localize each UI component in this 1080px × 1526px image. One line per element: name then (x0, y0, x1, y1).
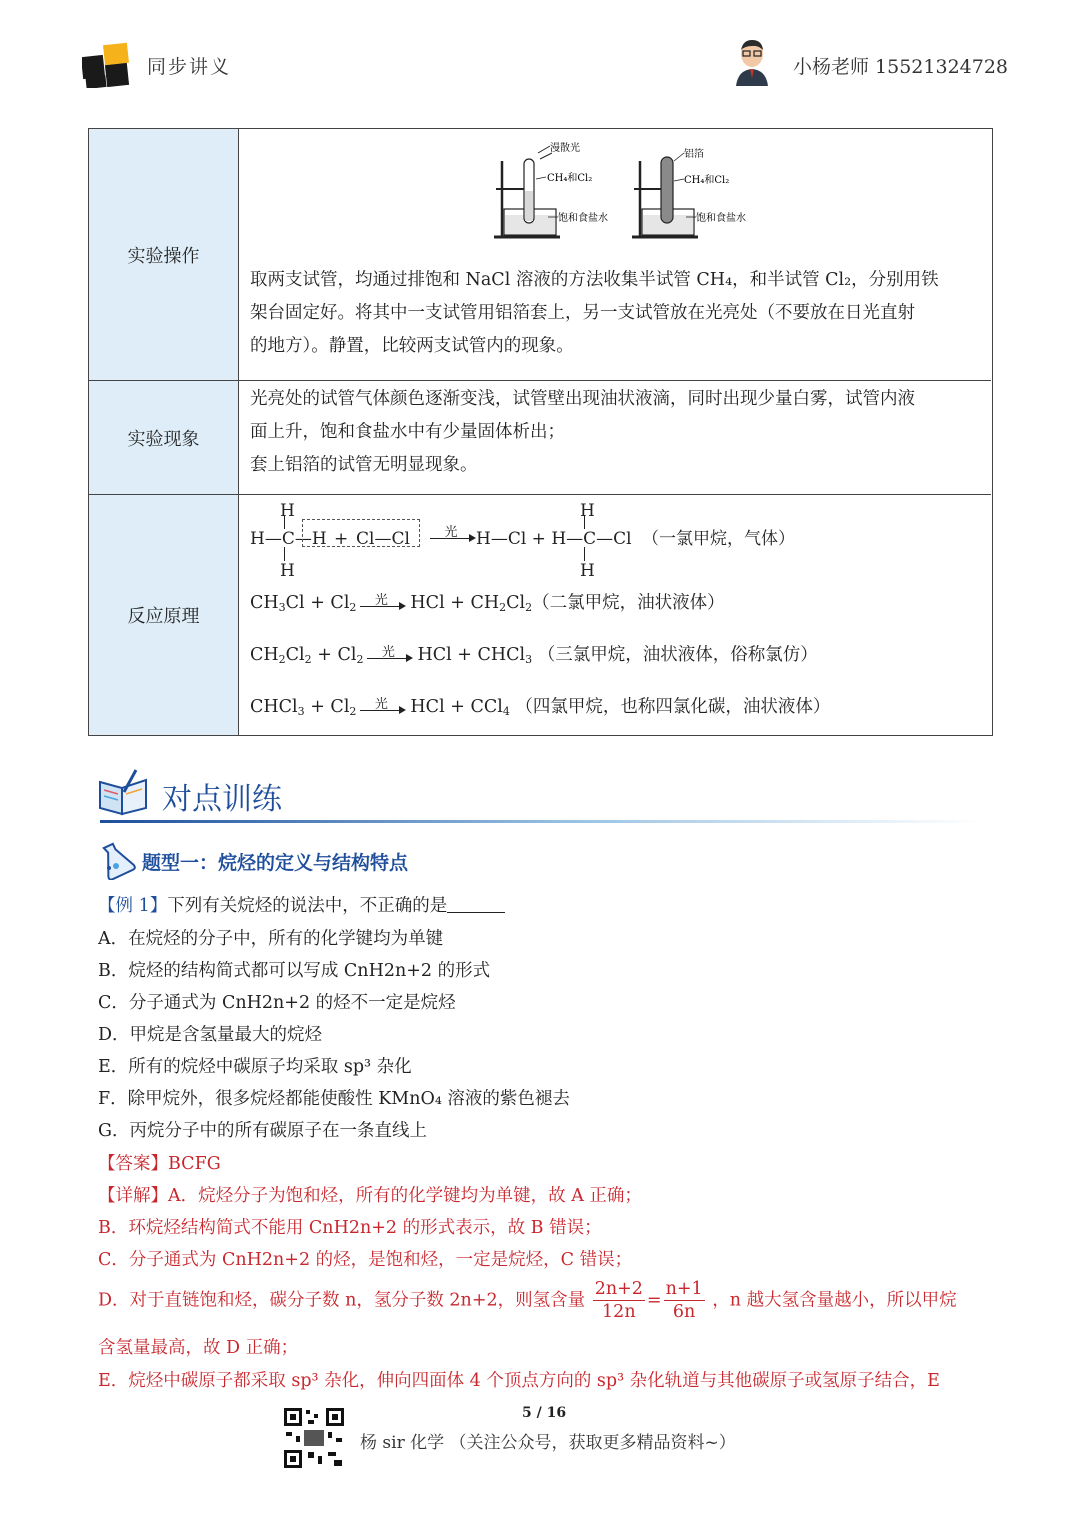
option-d: D．甲烷是含氢量最大的烷烃 (98, 1025, 323, 1045)
explain-e: E．烷烃中碳原子都采取 sp³ 杂化，伸向四面体 4 个顶点方向的 sp³ 杂化轨道与其他碳原子或氢原子结合，E (98, 1371, 940, 1391)
question-type-title: 题型一：烷烃的定义与结构特点 (142, 852, 409, 874)
section-title: 对点训练 (162, 782, 282, 817)
text-line: 光亮处的试管气体颜色逐渐变浅，试管壁出现油状液滴，同时出现少量白雾，试管内液 (250, 389, 915, 409)
text-line: 取两支试管，均通过排饱和 NaCl 溶液的方法收集半试管 CH₄，和半试管 Cl₂，分别用铁 (250, 270, 939, 290)
diagram-label: 铝箔 (684, 149, 704, 160)
option-c: C．分子通式为 CnH2n+2 的烃不一定是烷烃 (98, 993, 456, 1013)
fraction-numerator: n+1 (665, 1279, 703, 1299)
operation-text (250, 264, 983, 363)
text-line: 架台固定好。将其中一支试管用铝箔套上，另一支试管放在光亮处（不要放在日光直射 (250, 303, 915, 323)
equation-2: $CH_3Cl + Cl_2$ 光 HCl + $CH_2Cl_2$（二氯甲烷，油状液体） (250, 592, 725, 614)
fraction-denominator: 6n (672, 1302, 696, 1322)
fraction (664, 1278, 705, 1323)
row-content (240, 129, 991, 380)
row-label: 反应原理 (89, 495, 239, 735)
table-row (89, 129, 991, 381)
equation-4: CHCl$_3$ + $Cl_2$ 光 HCl + CCl$_4$ （四氯甲烷，也称四氯化碳，油状液体） (250, 696, 831, 718)
teacher-contact: 小杨老师 15521324728 (793, 56, 1009, 78)
text-line: 套上铝箔的试管无明显现象。 (250, 455, 478, 475)
fraction (593, 1278, 645, 1323)
experiment-table (88, 128, 993, 736)
row-label: 实验现象 (89, 381, 239, 494)
qr-code-icon (282, 1406, 346, 1470)
header-title: 同步讲义 (147, 56, 232, 78)
logo-icon (82, 42, 134, 88)
question-stem (98, 892, 505, 917)
question-tag: 【例 1】 (98, 896, 168, 916)
fraction-denominator: 12n (602, 1302, 636, 1322)
equation-3: $CH_2Cl_2 + Cl_2$ 光 HCl + CHCl$_3$ （三氯甲烷，油状液体，俗称氯仿） (250, 644, 818, 666)
diagram-label: CH₄和Cl₂ (684, 175, 730, 186)
explain-text: ，n 越大氢含量越小，所以甲烷 (712, 1290, 957, 1311)
row-content (240, 495, 991, 735)
question-text: 下列有关烷烃的说法中，不正确的是 (167, 896, 448, 916)
answer-blank (447, 897, 505, 913)
equation-note: （二氯甲烷，油状液体） (532, 593, 725, 613)
text-line: 面上升，饱和食盐水中有少量固体析出； (250, 422, 565, 442)
option-a: A．在烷烃的分子中，所有的化学键均为单键 (98, 929, 444, 949)
footer-text: 杨 sir 化学 （关注公众号，获取更多精品资料~） (360, 1433, 736, 1453)
structural-equation: H H—C—H H + Cl—Cl 光 H—Cl + H—C—Cl H H （一氯甲烷，气体） (250, 501, 795, 581)
option-b: B．烷烃的结构简式都可以写成 CnH2n+2 的形式 (98, 961, 491, 981)
page-header (0, 0, 1080, 110)
text-line: 的地方）。静置，比较两支试管内的现象。 (250, 336, 574, 356)
equation-note: （四氯甲烷，也称四氯化碳，油状液体） (515, 697, 831, 717)
answer-value: BCFG (168, 1154, 221, 1174)
explain-a (98, 1182, 642, 1207)
section-divider (100, 820, 980, 823)
row-content (240, 381, 991, 494)
table-row (89, 381, 991, 495)
equation-note: （一氯甲烷，气体） (642, 529, 795, 549)
diagram-label: 饱和食盐水 (696, 213, 746, 224)
explain-tag: 【详解】 (98, 1186, 168, 1206)
diagram-label: CH₄和Cl₂ (547, 173, 593, 184)
diagram-label: 漫散光 (550, 143, 580, 154)
explain-b: B．环烷烃结构简式不能用 CnH2n+2 的形式表示，故 B 错误； (98, 1218, 602, 1238)
flask-icon (96, 840, 136, 880)
explain-d: D．对于直链饱和烃，碳分子数 n，氢分子数 2n+2，则氢含量 $\frac{2n+2}{12n}$ = $\frac{n+1}{6n}$ ，n 越大氢含量越小，所以甲烷 (98, 1279, 957, 1322)
answer-tag: 【答案】 (98, 1154, 168, 1174)
answer-line (98, 1150, 221, 1175)
equation-note: （三氯甲烷，油状液体，俗称氯仿） (537, 645, 818, 665)
explain-text: A．烷烃分子为饱和烃，所有的化学键均为单键，故 A 正确； (168, 1186, 642, 1206)
table-row (89, 495, 991, 735)
option-e: E．所有的烷烃中碳原子均采取 sp³ 杂化 (98, 1057, 412, 1077)
arrow-label: 光 (444, 524, 458, 540)
experiment-apparatus-diagram (490, 141, 770, 251)
page-number: 5 / 16 (522, 1405, 567, 1421)
option-f: F．除甲烷外，很多烷烃都能使酸性 KMnO₄ 溶液的紫色褪去 (98, 1089, 570, 1109)
explain-c: C．分子通式为 CnH2n+2 的烃，是饱和烃，一定是烷烃，C 错误； (98, 1250, 633, 1270)
diagram-label: 饱和食盐水 (558, 213, 608, 224)
explain-d2: 含氢量最高，故 D 正确； (98, 1338, 299, 1358)
row-label: 实验操作 (89, 129, 239, 380)
teacher-avatar-icon (733, 38, 771, 86)
fraction-numerator: 2n+2 (594, 1279, 643, 1299)
option-g: G．丙烷分子中的所有碳原子在一条直线上 (98, 1121, 427, 1141)
book-icon (96, 768, 152, 818)
explain-text: D．对于直链饱和烃，碳分子数 n，氢分子数 2n+2，则氢含量 (98, 1290, 586, 1311)
